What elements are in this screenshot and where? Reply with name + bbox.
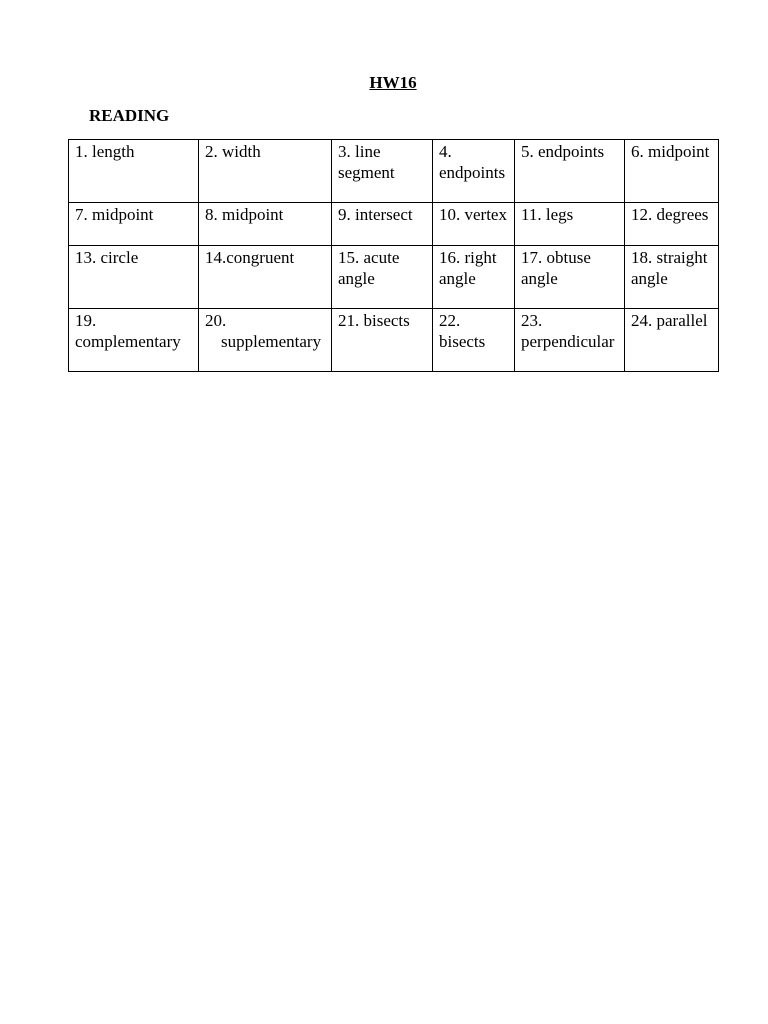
- answer-table: [68, 139, 719, 372]
- table-cell: 16. right angle: [433, 246, 515, 309]
- table-row: [69, 140, 719, 203]
- table-cell: 15. acute angle: [332, 246, 433, 309]
- table-cell: 7. midpoint: [69, 203, 199, 246]
- table-cell: 1. length: [69, 140, 199, 203]
- table-cell: 4. endpoints: [433, 140, 515, 203]
- page-title: HW16: [369, 73, 417, 92]
- table-cell: [199, 309, 332, 372]
- table-row: [69, 246, 719, 309]
- table-cell: 10. vertex: [433, 203, 515, 246]
- section-heading: READING: [89, 106, 170, 125]
- table-cell: 9. intersect: [332, 203, 433, 246]
- table-cell: 22. bisects: [433, 309, 515, 372]
- table-cell: 23. perpendicular: [515, 309, 625, 372]
- table-row: [69, 309, 719, 372]
- table-cell: 14.congruent: [199, 246, 332, 309]
- cell-continuation: supplementary: [221, 332, 322, 351]
- table-cell: 19. complementary: [69, 309, 199, 372]
- table-cell: 21. bisects: [332, 309, 433, 372]
- table-cell: 8. midpoint: [199, 203, 332, 246]
- table-cell: 5. endpoints: [515, 140, 625, 203]
- table-cell: 6. midpoint: [625, 140, 719, 203]
- table-cell: 11. legs: [515, 203, 625, 246]
- table-cell: 24. parallel: [625, 309, 719, 372]
- table-cell: 18. straight angle: [625, 246, 719, 309]
- table-cell: 12. degrees: [625, 203, 719, 246]
- table-cell: 3. line segment: [332, 140, 433, 203]
- table-cell: 13. circle: [69, 246, 199, 309]
- table-cell: 17. obtuse angle: [515, 246, 625, 309]
- table-row: [69, 203, 719, 246]
- table-cell: 2. width: [199, 140, 332, 203]
- cell-number: 20.: [205, 311, 227, 330]
